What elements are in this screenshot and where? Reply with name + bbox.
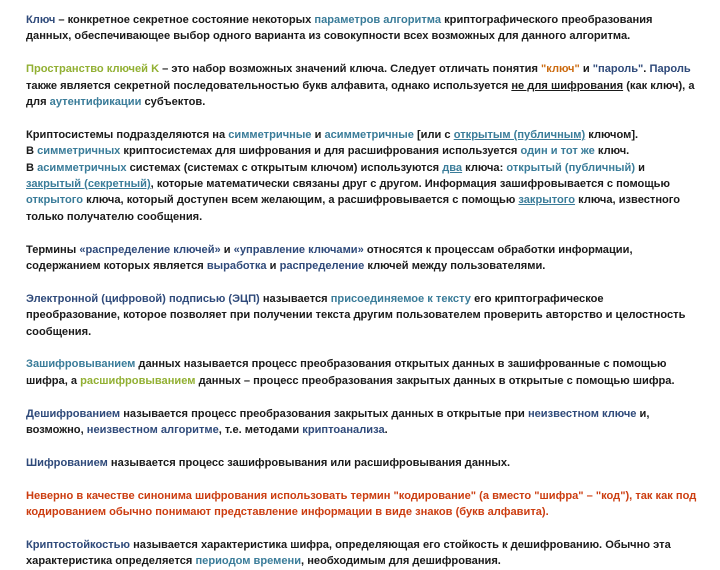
text-run: системах (системах с открытым ключом) используются — [126, 161, 443, 174]
highlighted-term: один и тот же — [520, 145, 595, 158]
text-run: ключом]. — [585, 128, 639, 141]
text-run: и — [635, 161, 645, 174]
highlighted-term: закрытый (секретный) — [26, 178, 151, 191]
highlighted-term: неизвестном ключе — [527, 407, 637, 420]
text-run: В — [26, 161, 38, 174]
text-run: В — [26, 145, 38, 158]
text-run: , необходимым для дешифрования. — [301, 555, 501, 568]
text-run: ключ. — [594, 145, 630, 158]
text-run: субъектов. — [141, 96, 206, 109]
para-ciphering — [26, 455, 698, 471]
text-run: его криптографическое преобразование, которое позволяет при получении текста другим пользователем проверить авторство и целостность сообщения. — [26, 292, 686, 338]
highlighted-term: "ключ" — [541, 63, 580, 76]
text-run: (как ключ), а для — [26, 79, 695, 109]
highlighted-term: симметричные — [228, 128, 312, 141]
text-run: Термины — [26, 243, 80, 256]
text-run: называется — [259, 292, 331, 305]
para-key-space — [26, 61, 698, 110]
text-run: – конкретное секретное состояние некоторых — [55, 14, 315, 26]
text-run: . — [643, 63, 650, 76]
text-run: криптосистемах для шифрования и для расшифрования используется — [120, 145, 521, 158]
highlighted-term: «управление ключами» — [233, 243, 364, 256]
highlighted-term: параметров алгоритма — [314, 14, 442, 26]
highlighted-term: Неверно в качестве синонима шифрования использовать термин "кодирование" (а вместо "шифра" – "код"), так как под кодированием обычно понимают представление информации в виде знаков (букв алфавита). — [26, 489, 697, 519]
highlighted-term: Ключ — [26, 14, 56, 26]
text-run: ключа: — [462, 161, 507, 174]
highlighted-term: симметричных — [37, 145, 121, 158]
para-strength — [26, 537, 698, 570]
text-run: . — [384, 424, 388, 437]
highlighted-term: выработка — [206, 260, 267, 273]
text-run: и, возможно, — [26, 407, 650, 437]
highlighted-term: открытого — [26, 194, 84, 207]
text-run: и — [579, 63, 593, 76]
highlighted-term: Пароль — [649, 63, 691, 76]
text-run: называется характеристика шифра, определяющая его стойкость к дешифрованию. Обычно эта характеристика определяется — [26, 538, 671, 568]
text-run: , которые математически связаны друг с другом. Информация зашифровывается с помощью — [150, 178, 670, 191]
text-run: ключей между пользователями. — [364, 260, 546, 273]
highlighted-term: закрытого — [518, 194, 576, 207]
highlighted-term: аутентификации — [49, 96, 142, 109]
highlighted-term: распределение — [279, 260, 365, 273]
highlighted-term: Шифрованием — [26, 456, 108, 469]
text-run: ключа, который доступен всем желающим, а расшифровывается с помощью — [83, 194, 519, 207]
para-deciphering — [26, 406, 698, 439]
text-run: не для шифрования — [511, 79, 624, 92]
highlighted-term: Пространство ключей K — [26, 63, 160, 76]
highlighted-term: Зашифровыванием — [26, 358, 136, 371]
text-run: криптографического преобразования данных, обеспечивающее выбор одного варианта из совокупности всех возможных для данного алгоритма. — [26, 14, 653, 43]
text-run: [или с — [413, 128, 454, 141]
highlighted-term: Криптостойкостью — [26, 538, 130, 551]
text-run: и — [266, 260, 280, 273]
text-run: относятся к процессам обработки информации, содержанием которых является — [26, 243, 633, 273]
para-key — [26, 12, 698, 45]
para-signature — [26, 291, 698, 340]
highlighted-term: Дешифрованием — [26, 407, 121, 420]
highlighted-term: «распределение ключей» — [79, 243, 221, 256]
highlighted-term: расшифровыванием — [80, 374, 196, 387]
para-encryption — [26, 356, 698, 389]
highlighted-term: неизвестном алгоритме — [86, 424, 219, 437]
highlighted-term: присоединяемое к тексту — [330, 292, 471, 305]
text-run: также является секретной последовательностью букв алфавита, однако используется — [26, 79, 512, 92]
text-run: , т.е. методами — [218, 424, 303, 437]
highlighted-term: асимметричных — [37, 161, 127, 174]
text-run: называется процесс зашифровывания или расшифровывания данных. — [107, 456, 511, 469]
text-run: называется процесс преобразования закрытых данных в открытые при — [120, 407, 528, 420]
text-run: и — [220, 243, 234, 256]
para-key-management — [26, 242, 698, 275]
highlighted-term: Электронной (цифровой) подписью (ЭЦП) — [26, 292, 260, 305]
highlighted-term: асимметричные — [324, 128, 414, 141]
text-run: данных – процесс преобразования закрытых данных в открытые с помощью шифра. — [195, 374, 675, 387]
text-run: данных называется процесс преобразования открытых данных в зашифрованные с помощью шифра, а — [26, 358, 667, 387]
highlighted-term: открытый (публичный) — [506, 161, 636, 174]
highlighted-term: открытым (публичным) — [453, 128, 586, 141]
text-run: – это набор возможных значений ключа. Следует отличать понятия — [159, 63, 542, 76]
highlighted-term: "пароль" — [592, 63, 644, 76]
para-coding-warning — [26, 488, 698, 521]
text-run: Криптосистемы подразделяются на — [26, 128, 229, 141]
highlighted-term: криптоанализа — [302, 424, 385, 437]
text-run: ключа, известного только получателю сообщения. — [26, 194, 681, 223]
text-run: и — [311, 128, 325, 141]
highlighted-term: два — [442, 161, 463, 174]
para-cryptosystems — [26, 127, 698, 225]
highlighted-term: периодом времени — [195, 555, 302, 568]
document-body — [26, 12, 698, 570]
